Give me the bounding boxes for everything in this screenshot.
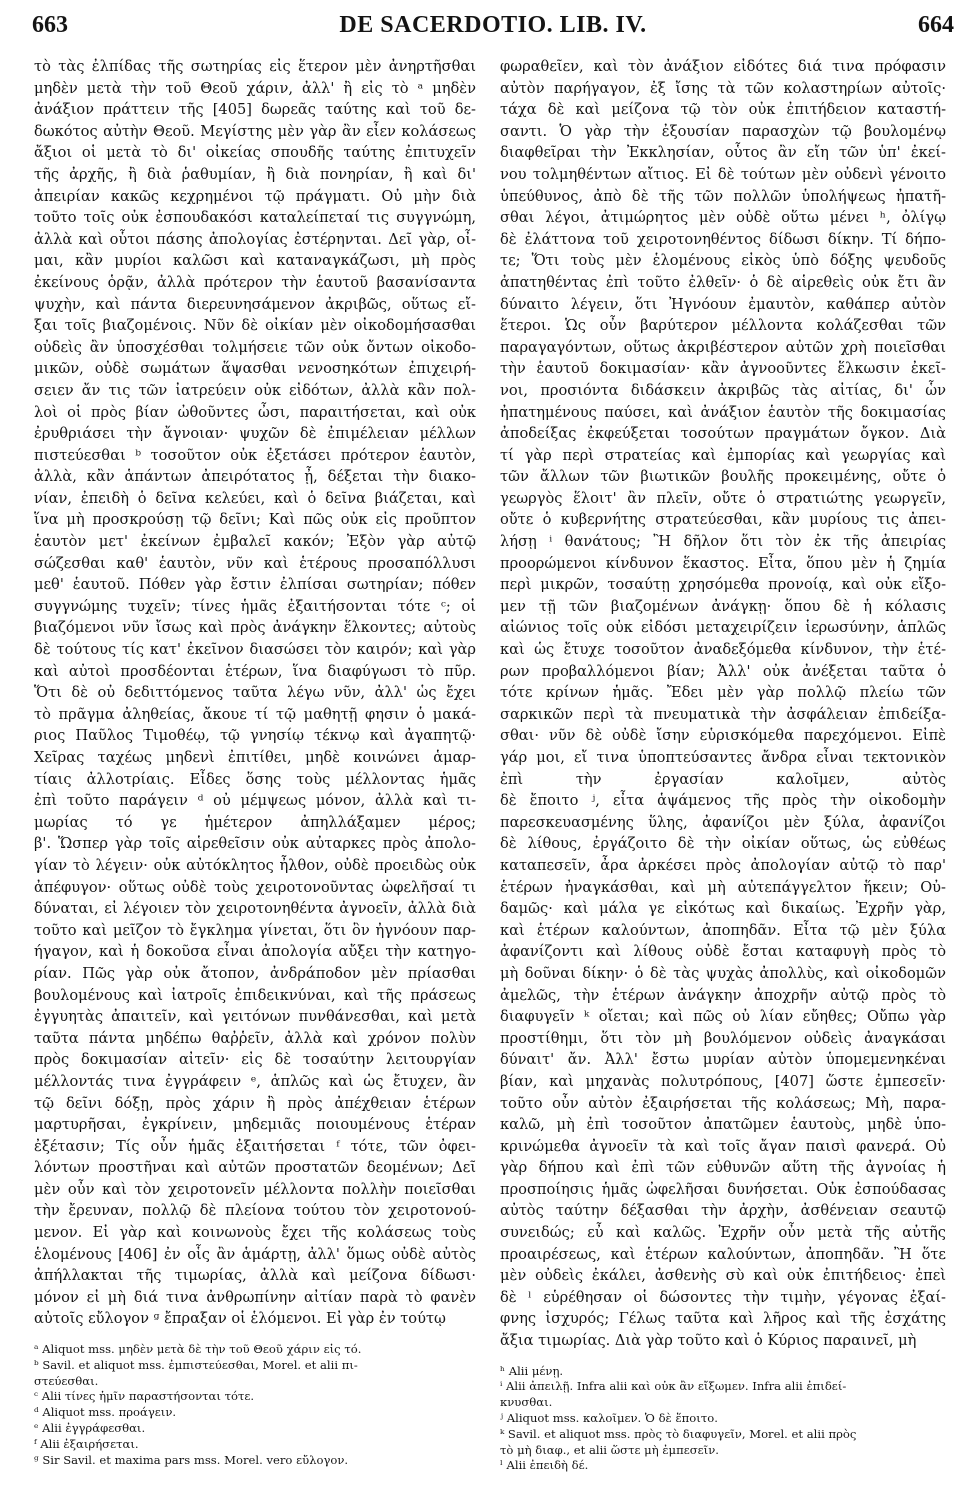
text-line: σθαι λέγοι, ἀτιμώρητος μὲν οὐδὲ οὕτω μένει ʰ, ὀλίγῳ [500,209,946,227]
footnote: ʰ Alii μένῃ. [500,1363,564,1378]
left-column [34,56,476,1468]
page-number-right: 664 [918,12,954,38]
text-line: τῶν ἄλλων τῶν βιωτικῶν βουλῆς προκειμένης, οὔτε ὁ [500,468,946,486]
text-line: ρίαν. Πῶς γὰρ οὐκ ἄτοπον, ἀνδράποδον μὲν πρίασθαι [34,964,476,982]
text-line: λόντων προστῆναι καὶ αὐτῶν προστατῶν δεομένων; Δεῖ [34,1159,476,1177]
running-title: DE SACERDOTIO. LIB. IV. [339,12,647,38]
text-line: ταῦτα πάντα μηδέπω θαῤῥεῖν, ἀλλὰ καὶ χρόνον πολὺν [34,1029,476,1047]
text-line: μέλλοντάς τινα ἐγγράφειν ᵉ, ἁπλῶς καὶ ὡς ἔτυχεν, ἂν [34,1072,476,1090]
text-line: ἄξια τιμωρίας. Διὰ γὰρ τοῦτο καὶ ὁ Κύριος παραινεῖ, μὴ [500,1332,917,1350]
text-line: λοὶ οἱ πρὸς βίαν ὠθοῦντες ὦσι, παραιτήσεται, καὶ οὐκ [34,403,476,421]
text-line: δαμῶς· καὶ μάλα γε εἰκότως καὶ δικαίως. Ἐχρῆν γὰρ, [500,900,946,918]
text-line: μενον. Εἰ γὰρ καὶ κοινωνοὺς ἔχει τῆς κολάσεως τοὺς [34,1224,476,1242]
text-line: τότε κρίνων ἡμᾶς. Ἔδει μὲν γὰρ πολλῷ πλείω τῶν [500,684,946,702]
text-line: προορώμενοι κίνδυνον ἕκαστος. Εἶτα, ὅπου μὲν ἡ ζημία [500,554,946,572]
footnote: κνυσθαι. [500,1395,553,1410]
text-line: ριος Παῦλος Τιμοθέῳ, τῷ γνησίῳ τέκνῳ καὶ ἀγαπητῷ· [34,727,476,745]
text-line: ἀλλὰ καὶ οὗτοι πάσης ἀπολογίας ἐστέρηνται. Δεῖ γὰρ, οἶ- [34,230,476,248]
text-line: περὶ μικρῶν, τοσαύτῃ χρησόμεθα προνοίᾳ, καὶ οὐκ εἴξο- [500,576,946,594]
footnote: ᵇ Savil. et aliquot mss. ἐμπιστεύεσθαι, Morel. et alii πι- [34,1357,358,1372]
text-line: μόνον εἰ μὴ διά τινα ἀνθρωπίνην αἰτίαν παρὰ τὸ φανὲν [34,1288,476,1306]
text-line: φωραθεῖεν, καὶ τὸν ἀνάξιον εἰδότες διά τινα πρόφασιν [500,58,946,75]
text-line: δὲ ἔποιτο ʲ, εἶτα ἁψάμενος τῆς πρὸς τὴν οἰκοδομὴν [500,792,946,810]
text-line: τοῦτο καὶ μεῖζον τὸ ἔγκλημα γίνεται, ὅτι ὃν ἠγνόουν παρ- [34,921,476,939]
text-line: τῆς ἀρχῆς, ἢ διὰ ῥαθυμίαν, ἢ διὰ πονηρίαν, ἢ καὶ δι' [34,165,476,183]
text-line: τίαις ἀλλοτρίαις. Εἶδες ὅσης τοὺς μέλλοντας ἡμᾶς [34,770,476,788]
text-line: καὶ ἑτέρων καλούντων, ἀποπηδᾶν. Εἶτα τῷ μὲν ξύλα [500,921,946,939]
text-line: γάρ μοι, εἴ τινα ὑποπτεύσαντες ἄνδρα εἶναι τεκτονικὸν [500,749,946,766]
text-line: γεωργὸς ἕλοιτ' ἂν πλεῖν, οὔτε ὁ στρατιώτης γεωργεῖν, [500,489,946,507]
running-header [32,8,954,48]
text-line: βίαν, καὶ μηχανὰς πολυτρόπους, [407] ὥστε ἐμπεσεῖν· [500,1072,946,1090]
footnote: ᶠ Alii ἐξαιρήσεται. [34,1436,139,1451]
text-line: τὴν ἔρευναν, πολλῷ δὲ πλείονα τούτου τὸν χειροτονού- [34,1202,476,1220]
text-line: αἰώνιος τοῖς οὐκ εἰδόσι μεταχειρίζειν ἱερωσύνην, ἁπλῶς [500,619,946,637]
text-line: ἀπατηθέντας ἐπὶ τοῦτο ἐλθεῖν· ὁ δὲ αἱρεθεὶς οὐκ ἔτι ἂν [500,273,946,291]
text-line: δὲ λίθους, ἐργάζοιτο δὲ τὴν οἰκίαν οὕτως, ὡς εὐθέως [500,835,946,853]
text-line: τῷ δεῖνι δόξῃ, πρὸς χάριν ἢ πρὸς ἀπέχθειαν ἑτέρων [34,1094,476,1112]
text-line: σειεν ἄν τις τῶν ἰατρεύειν οὐκ εἰδότων, ἀλλὰ κἂν πολ- [34,381,476,399]
text-line: αὐτοῖς εὔλογον ᵍ ἔπραξαν οἱ ἑλόμενοι. Εἰ γὰρ ἐν τούτῳ [34,1310,446,1328]
text-line: μαρτυρῆσαι, ἐγκρίνειν, μηδεμιᾶς ποιουμένους ἑτέραν [34,1116,476,1134]
text-line: β'. Ὥσπερ γὰρ τοῖς αἱρεθεῖσιν οὐκ αὐταρκες πρὸς ἀπολο- [34,835,476,853]
text-line: σαντι. Ὁ γὰρ τὴν ἐξουσίαν παρασχὼν τῷ βουλομένῳ [500,122,946,140]
text-line: ἀπειρίαν κακῶς κεχρημένοι τῷ πράγματι. Οὐ μὴν διὰ [34,187,476,205]
text-line: δύναιτ' ἄν. Ἀλλ' ἔστω μυρίαν αὐτὸν ὑπομεμενηκέναι [500,1051,946,1069]
footnote: ᵉ Alii ἐγγράφεσθαι. [34,1421,146,1436]
text-line: τὴν ἑαυτοῦ δοκιμασίαν· κἂν ἀγνοοῦντες ἕλκωσιν ἐκεῖ- [500,360,946,378]
text-line: καταπεσεῖν, ἆρα ἀρκέσει πρὸς ἀπολογίαν αὐτῷ τὸ παρ' [500,856,946,874]
text-line: ἠπατημένους παύσει, καὶ ἀνάξιον ἑαυτὸν τῆς δοκιμασίας [500,403,946,421]
text-line: δὲ ἐλάττονα τοῦ χειροτονηθέντος δίδωσι δίκην. Τί δήπο- [500,230,946,248]
text-line: ἐπὶ τὴν ἐργασίαν καλοῖμεν, αὐτὸς [500,770,946,788]
text-line: δύναιτο λέγειν, ὅτι Ἠγνόουν ἐμαυτὸν, καθάπερ αὐτὸν [500,295,946,313]
text-line: ρων προβαλλόμενοι βίαν; Ἀλλ' οὐκ ἀνέξεται ταῦτα ὁ [500,662,946,680]
footnote: ˡ Alii ἐπειδὴ δέ. [500,1458,589,1473]
text-line: ξαι τοῖς βιαζομένοις. Νῦν δὲ οἰκίαν μὲν οἰκοδομήσασθαι [34,317,476,335]
text-line: μὲν οὖν καὶ τὸν χειροτονεῖν μέλλοντα πολλὴν ποιεῖσθαι [34,1180,476,1198]
text-line: ἀπήλλακται τῆς τιμωρίας, ἀλλὰ καὶ μείζονα δίδωσι· [34,1267,476,1285]
footnote: τὸ μὴ διαφ., et alii ὥστε μὴ ἐμπεσεῖν. [500,1442,719,1457]
text-line: πρὸς δοκιμασίαν αἰτεῖν· εἰς δὲ τοσαύτην λειτουργίαν [34,1051,476,1069]
text-line: νοι, προσιόντα διδάσκειν ἀκριβῶς τὰς αἰτίας, δι' ὧν [500,381,946,399]
text-line: μὴ δοῦναι δίκην· ὁ δὲ τὰς ψυχὰς ἀπολλὺς, καὶ οἰκοδομῶν [500,964,946,982]
footnote: στεύεσθαι. [34,1373,99,1388]
footnote: ʲ Aliquot mss. καλοῖμεν. Ὁ δὲ ἕποιτο. [500,1411,718,1426]
text-line: πιστεύεσθαι ᵇ τοσοῦτον οὐκ ἐξετάσει πρότερον ἑαυτὸν, [34,446,476,464]
text-line: νίαν, ἐπειδὴ ὁ δεῖνα κελεύει, καὶ ὁ δεῖνα βιάζεται, καὶ [34,489,476,507]
text-line: καὶ ὡς ἔτυχε τοσοῦτον ἀναδεξόμεθα κίνδυνον, τὴν ἑτέ- [500,641,946,659]
text-line: βουλομένους καὶ ἰατροῖς ἐπιδεικνύναι, καὶ τῆς πράσεως [34,986,476,1004]
text-line: δωκότος αὐτὴν Θεοῦ. Μεγίστης μὲν γὰρ ἂν εἶεν κολάσεως [34,122,476,140]
text-line: τί γὰρ περὶ στρατείας καὶ ἐμπορίας καὶ γεωργίας καὶ [500,446,946,464]
text-line: προσποίησις ἡμᾶς ὠφελῆσαι δυνήσεται. Οὐκ ἐσπούδασας [500,1180,946,1198]
text-line: δὲ τούτους τίς κατ' ἐκεῖνον διασώσει τὸν καιρόν; καὶ γὰρ [34,641,476,659]
text-line: τοῦτο οὖν αὐτὸν ἐξαιρήσεται τῆς κολάσεως; Μὴ, παρα- [500,1094,946,1112]
text-line: διαφυγεῖν ᵏ οἴεται; καὶ πῶς οὐ λίαν εὔηθες; Οὔπω γὰρ [500,1008,946,1026]
text-line: καὶ αὐτοὶ προσδέονται ἑτέρων, ἵνα διαφύγωσι τὸ πῦρ. [34,662,476,680]
text-line: τοῦτο τοῖς οὐκ ἐσπουδακόσι καταλείπεταί τις συγγνώμη, [34,209,476,227]
text-line: συγγνώμης τυχεῖν; τίνες ἡμᾶς ἐξαιτήσονται τότε ᶜ; οἱ [34,597,476,615]
text-line: ἀμελῶς, τὴν ἑτέρων ἀνάγκην ἀποχρῆν αὐτῷ πρὸς τὸ [500,986,946,1004]
text-line: ἀνάξιον πράττειν τῆς [405] δωρεᾶς ταύτης καὶ τοῦ δε- [34,101,476,119]
text-line: τὸ πρᾶγμα ἀληθείας, ἄκουε τί τῷ μαθητῇ φησιν ὁ μακά- [34,705,476,723]
text-line: αὐτὸς ταύτην δέξασθαι τὴν ἀρχὴν, ἀσθένειαν σεαυτῷ [500,1202,946,1220]
text-line: νου τολμηθέντων αἴτιος. Εἰ δὲ τούτων μὲν οὐδενὶ γένοιτο [500,165,946,183]
footnote: ⁱ Alii ἀπειλῇ. Infra alii καὶ οὐκ ἂν εἴξωμεν. Infra alii ἐπιδεί- [500,1379,847,1394]
text-line: παραγαγόντων, οὕτως ἀκριβέστερον αὐτῶν χρὴ ποιεῖσθαι [500,338,946,356]
text-line: ἐπὶ τοῦτο παράγειν ᵈ οὐ μέμψεως μόνον, ἀλλὰ καὶ τι- [34,792,476,810]
text-line: ἄξιοι οἱ μετὰ τὸ δι' οἰκείας σπουδῆς ταύτης ἐπιτυχεῖν [34,144,476,162]
text-line: μεν τῇ τῶν βιαζομένων ἀνάγκῃ· ὅπου δὲ ἡ κόλασις [500,597,946,615]
footnote: ᶜ Alii τίνες ἡμῖν παραστήσονται τότε. [34,1389,255,1404]
text-line: τὸ τὰς ἐλπίδας τῆς σωτηρίας εἰς ἕτερον μὲν ἀνηρτῆσθαι [34,58,476,75]
text-line: μεθ' ἑαυτοῦ. Πόθεν γὰρ ἔστιν ἐλπίσαι σωτηρίαν; πόθεν [34,576,476,594]
text-line: ἵνα μὴ προσκρούσῃ τῷ δεῖνι; Καὶ πῶς οὐκ εἰς προῦπτον [34,511,476,529]
text-line: ἐκείνους ὁρᾷν, ἀλλὰ πρότερον τὴν ἑαυτοῦ βασανίσαντα [34,273,476,291]
text-line: ἑτέρων ἠναγκάσθαι, καὶ μὴ αὐτεπάγγελτον ἥκειν; Οὐ- [500,878,946,896]
text-line: ήγαγον, καὶ ἡ δοκοῦσα εἶναι ἀπολογία αὔξει τὴν κατηγο- [34,943,476,961]
text-line: συνειδώς; εὖ καὶ καλῶς. Ἐχρῆν οὖν μετὰ τῆς αὐτῆς [500,1224,946,1242]
footnote: ᵃ Aliquot mss. μηδὲν μετὰ δὲ τὴν τοῦ Θεοῦ χάριν εἰς τό. [34,1342,362,1357]
text-line: φνης ἰσχυρός; Γέλως ταῦτα καὶ λῆρος καὶ τῆς ἐσχάτης [500,1310,946,1328]
footnote: ᵈ Aliquot mss. προάγειν. [34,1405,177,1420]
text-line: ὑπεύθυνος, ἀπὸ δὲ τῆς τῶν πολλῶν ὑπολήψεως ἠπατῆ- [500,187,946,205]
text-line: ἀπέφυγον· οὕτως οὐδὲ τοὺς χειροτονοῦντας ὠφελῆσαί τι [34,878,476,896]
text-line: σαρκικῶν περὶ τὰ πνευματικὰ τὴν ἀσφάλειαν ἐπιδείξα- [500,705,946,723]
text-line: ἕτεροι. Ὡς οὖν βαρύτερον μέλλοντα κολάζεσθαι τῶν [500,317,946,335]
text-line: οὐδεὶς ἂν ὑποσχέσθαι τολμήσειε τῶν οὐκ ὄντων οἰκοδο- [34,338,476,356]
text-line: ἀποδείξας ἐκφεύξεται τοσούτων πραγμάτων ὄγκον. Διὰ [500,425,946,443]
text-line: τάχα δὲ καὶ μείζονα τῷ τὸν οὐκ ἐπιτήδειον καταστή- [500,101,946,119]
text-line: Χεῖρας ταχέως μηδενὶ ἐπιτίθει, μηδὲ κοινώνει ἁμαρ- [34,749,476,766]
text-line: ἀλλὰ, κἂν ἁπάντων ἀπειρότατος ᾖ, δέξεται τὴν διακο- [34,468,476,486]
text-line: γὰρ δήπου καὶ ἐπὶ τῶν εὐθυνῶν αὕτη τῆς ἀγνοίας ἡ [500,1159,946,1177]
text-line: ἑλομένους [406] ἐν οἷς ἂν ἁμάρτῃ, ἀλλ' ὅμως οὐδὲ αὐτὸς [34,1245,476,1263]
text-line: μὲν οὐδεὶς ἐκάλει, ἀσθενὴς σὺ καὶ οὐκ ἐπιτήδειος· ἐπεὶ [500,1267,946,1285]
footnote-separator [34,1330,476,1342]
text-line: ἀφανίζοντι καὶ λίθους οὐδὲ ἔσται καταφυγὴ πρὸς τὸ [500,943,946,961]
text-line: αὐτὸν παρήγαγον, ἐξ ἴσης τὰ τῶν κολαστηρίων αὐτοῖς· [500,79,946,97]
footnote: ᵍ Sir Savil. et maxima pars mss. Morel. vero εὔλογον. [34,1452,349,1467]
text-line: προαιρέσεως, καὶ ἑτέρων καλούντων, ἀποπηδᾶν. Ἢ ὅτε [500,1245,946,1263]
text-line: μικῶν, οὐδὲ σωμάτων ἅψασθαι νενοσηκότων ἐπιχειρή- [34,360,476,378]
text-line: Ὅτι δὲ οὐ δεδιττόμενος ταῦτα λέγω νῦν, ἀλλ' ὡς ἔχει [34,684,476,702]
text-line: κρινώμεθα ἀγνοεῖν τὰ καὶ τοῖς ἄγαν παισὶ φανερά. Οὐ [500,1137,946,1155]
text-line: διαφθεῖραι τὴν Ἐκκλησίαν, οὗτος ἂν εἴη τῶν ὑπ' ἐκεί- [500,144,946,162]
text-line: παρεσκευασμένης ὕλης, ἀφανίζοι μὲν ξύλα, ἀφανίζοι [500,813,946,831]
text-line: ψυχὴν, καὶ πάντα διερευνησάμενον ἀκριβῶς, οὕτως εἴ- [34,295,476,313]
text-line: τε; Ὅτι τοὺς μὲν ἑλομένους εἰκὸς ὑπὸ δόξης ψευδοῦς [500,252,946,270]
text-line: οὔτε ὁ κυβερνήτης στρατεύεσθαι, κἂν μυρίους τις ἀπει- [500,511,946,529]
text-line: ἐρυθριάσει τὴν ἄγνοιαν· ψυχῶν δὲ ἐπιμέλειαν μέλλων [34,425,476,443]
footnote: ᵏ Savil. et aliquot mss. πρὸς τὸ διαφυγεῖν, Morel. et alii πρὸς [500,1426,857,1441]
right-column [500,56,946,1474]
text-line: ἐξέτασιν; Τίς οὖν ἡμᾶς ἐξαιτήσεται ᶠ τότε, τῶν ὀφει- [34,1137,476,1155]
page-number-left: 663 [32,12,68,38]
text-line: γίαν τὸ λέγειν· οὐκ αὐτόκλητος ἦλθον, οὐδὲ προειδὼς οὐκ [34,856,476,874]
text-line: λήσῃ ⁱ θανάτους; Ἢ δῆλον ὅτι τὸν ἐκ τῆς ἀπειρίας [500,533,946,551]
text-line: δύναται, εἰ λέγοιεν τὸν χειροτονηθέντα ἀγνοεῖν, ἀλλὰ διὰ [34,900,476,918]
text-line: ἐγγυητὰς ἀπαιτεῖν, καὶ γειτόνων πυνθάνεσθαι, καὶ μετὰ [34,1008,476,1026]
text-line: μηδὲν μετὰ τὴν τοῦ Θεοῦ χάριν, ἀλλ' ἢ εἰς τὸ ᵃ μηδὲν [34,79,476,97]
text-line: βιαζόμενοι νῦν ἴσως καὶ πρὸς ἀνάγκην ἕλκοντες; αὐτοὺς [34,619,476,637]
footnote-separator [500,1352,946,1364]
text-line: σθαι· νῦν δὲ οὐδὲ ἴσην εὑρισκόμεθα παρεχόμενοι. Εἰπὲ [500,727,946,745]
text-line: μωρίας τό γε ἡμέτερον ἀπηλλάξαμεν μέρος; [34,813,476,831]
text-line: προστίθημι, ὅτι τὸν μὴ βουλόμενον οὐδεὶς ἀναγκάσαι [500,1029,946,1047]
text-line: ἑαυτὸν μετ' ἐκείνων ἐμβαλεῖ κακόν; Ἐξὸν γὰρ αὐτῷ [34,533,476,551]
text-line: μαι, κἂν μυρίοι καλῶσι καὶ καταναγκάζωσι, μὴ πρὸς [34,252,476,270]
text-line: καλῶ, μὴ ἐπὶ τοσοῦτον ἀπατῶμεν ἑαυτοὺς, μηδὲ ὑπο- [500,1116,946,1134]
text-line: σώζεσθαι καθ' ἑαυτὸν, νῦν καὶ ἑτέρους προσαπόλλυσι [34,554,476,572]
text-line: δὲ ˡ εὑρέθησαν οἱ δώσοντες τὴν τιμὴν, γέγονας ἐξαί- [500,1288,946,1306]
